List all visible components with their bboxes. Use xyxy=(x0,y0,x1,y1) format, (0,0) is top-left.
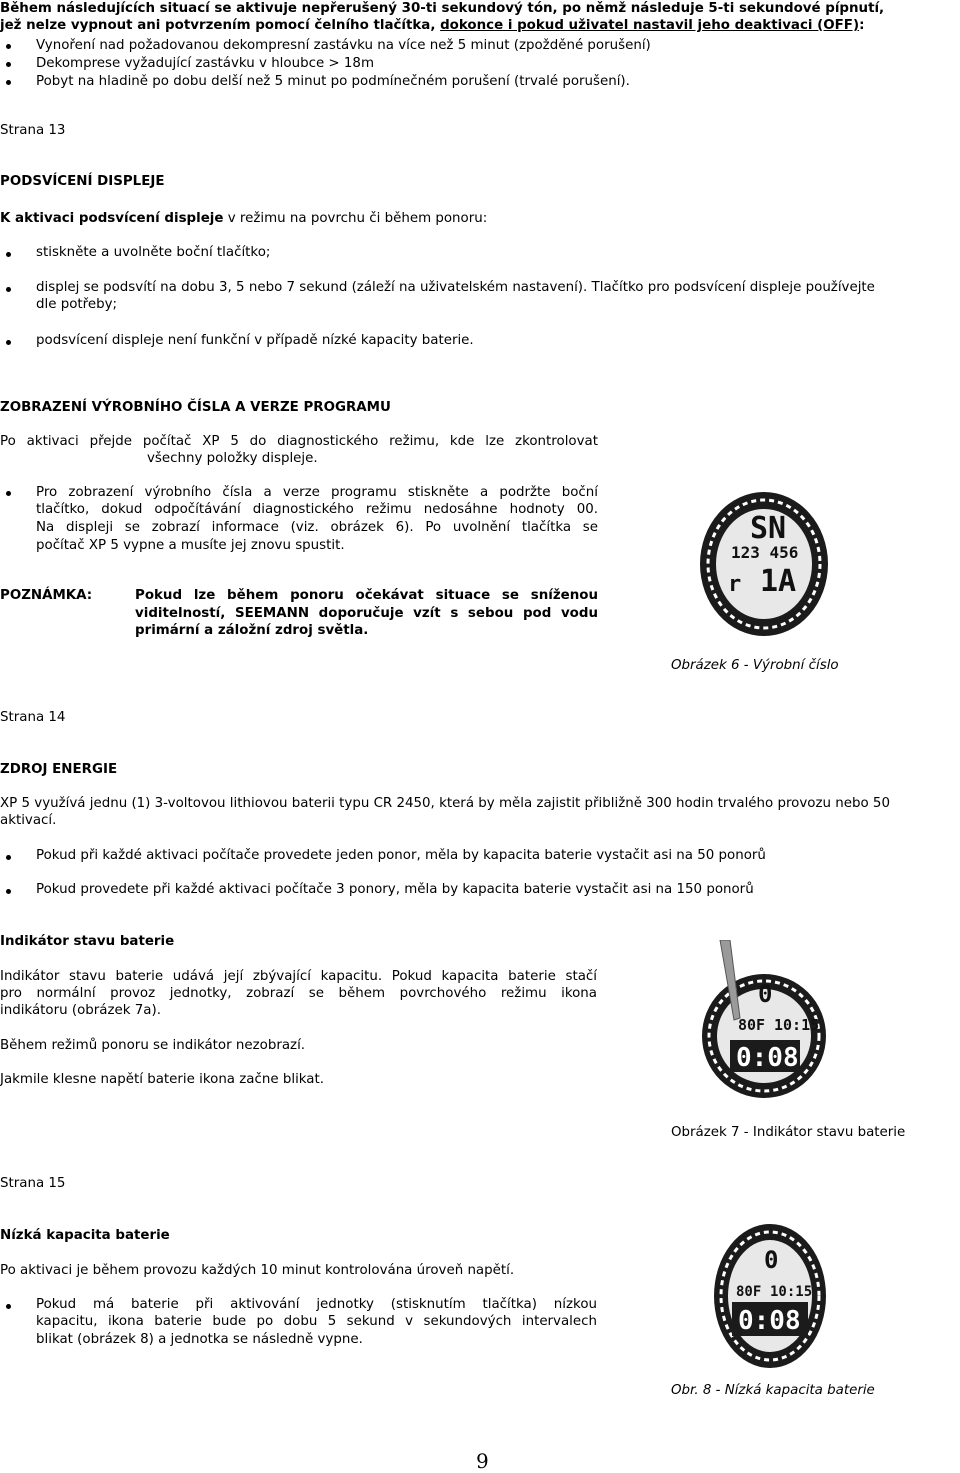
fig7-bottom-text: 0:08 xyxy=(736,1043,799,1073)
page-label-14: Strana 14 xyxy=(0,710,66,725)
backlight-bullet-3: podsvícení displeje není funkční v případě nízké kapacity baterie. xyxy=(36,333,474,348)
serial-para-line-1: Po aktivaci přejde počítač XP 5 do diagnostického režimu, kde lze zkontrolovat xyxy=(0,434,598,449)
backlight-intro xyxy=(0,210,487,227)
backlight-bullet-2-line-2: dle potřeby; xyxy=(36,297,118,312)
intro-line-2-a: jež nelze vypnout ani potvrzením pomocí čelního tlačítka, xyxy=(0,18,441,33)
bullet-marker xyxy=(6,889,11,894)
fig7-mid-left-text: 80F xyxy=(738,1016,766,1034)
low-battery-bullet-line-3: blikat (obrázek 8) a jednotka se následně vypne. xyxy=(36,1332,363,1347)
indicator-para-2: Během režimů ponoru se indikátor nezobrazí. xyxy=(0,1038,306,1053)
fig6-left-text: r xyxy=(728,572,742,597)
heading-power: ZDROJ ENERGIE xyxy=(0,762,118,777)
fig6-top-text: SN xyxy=(750,511,787,546)
low-battery-bullet-line-2: kapacitu, ikona baterie bude po dobu 5 sekund v sekundových intervalech xyxy=(36,1314,597,1329)
heading-backlight: PODSVÍCENÍ DISPLEJE xyxy=(0,174,165,189)
intro-line-2-c: : xyxy=(859,18,865,33)
bullet-marker xyxy=(6,855,11,860)
backlight-bullet-2-line-1: displej se podsvítí na dobu 3, 5 nebo 7 sekund (záleží na uživatelském nastavení). Tlačítko pro podsvícení displeje používejte xyxy=(36,280,875,295)
fig6-mid-text: 123 456 xyxy=(731,543,799,562)
bullet-marker xyxy=(6,62,11,67)
figure-8-caption: Obr. 8 - Nízká kapacita baterie xyxy=(671,1383,875,1398)
top-bullet-2: Dekomprese vyžadující zastávku v hloubce > 18m xyxy=(36,56,374,71)
fig7-mid-right-text: 10:15 xyxy=(774,1016,820,1034)
indicator-para-line-3: indikátoru (obrázek 7a). xyxy=(0,1003,161,1018)
page-label-13: Strana 13 xyxy=(0,123,66,138)
bullet-marker xyxy=(6,252,11,257)
intro-line-1: Během následujících situací se aktivuje nepřerušený 30-ti sekundový tón, po němž následuje 5-ti sekundové pípnutí, xyxy=(0,1,885,16)
note-line-1: Pokud lze během ponoru očekávat situace se sníženou xyxy=(135,588,598,603)
page-number: 9 xyxy=(476,1449,489,1473)
indicator-para-3: Jakmile klesne napětí baterie ikona začne blikat. xyxy=(0,1072,325,1087)
power-para-line-1: XP 5 využívá jednu (1) 3-voltovou lithiovou baterii typu CR 2450, která by měla zajistit přibližně 300 hodin trvalého provozu nebo 50 xyxy=(0,796,890,811)
fig6-bottom-text: 1A xyxy=(760,564,797,599)
note-line-2: viditelností, SEEMANN doporučuje vzít s sebou pod vodu xyxy=(135,606,598,621)
figure-6-dive-computer xyxy=(698,488,834,640)
fig8-bottom-text: 0:08 xyxy=(738,1306,801,1336)
bullet-marker xyxy=(6,491,11,496)
figure-7-caption: Obrázek 7 - Indikátor stavu baterie xyxy=(671,1125,906,1140)
heading-serial-number: ZOBRAZENÍ VÝROBNÍHO ČÍSLA A VERZE PROGRAMU xyxy=(0,400,391,415)
figure-7-dive-computer xyxy=(700,940,830,1100)
serial-para-line-2: všechny položky displeje. xyxy=(147,451,318,466)
fig7-top-text: 0 xyxy=(758,980,773,1008)
page-label-15: Strana 15 xyxy=(0,1176,66,1191)
fig8-mid-right-text: 10:15 xyxy=(770,1284,813,1300)
bullet-marker xyxy=(6,44,11,49)
power-para-line-2: aktivací. xyxy=(0,813,57,828)
note-label: POZNÁMKA: xyxy=(0,588,93,603)
backlight-bullet-1: stiskněte a uvolněte boční tlačítko; xyxy=(36,245,271,260)
intro-line-2 xyxy=(0,17,864,34)
heading-low-battery: Nízká kapacita baterie xyxy=(0,1228,170,1243)
power-bullet-1: Pokud při každé aktivaci počítače provedete jeden ponor, měla by kapacita baterie vystačit asi na 50 ponorů xyxy=(36,848,766,863)
figure-6-caption: Obrázek 6 - Výrobní číslo xyxy=(671,658,839,673)
low-battery-para: Po aktivaci je během provozu každých 10 minut kontrolována úroveň napětí. xyxy=(0,1263,515,1278)
fig8-mid-left-text: 80F xyxy=(736,1284,762,1300)
fig8-top-text: 0 xyxy=(764,1246,779,1274)
low-battery-bullet-line-1: Pokud má baterie při aktivování jednotky (stisknutím tlačítka) nízkou xyxy=(36,1297,597,1312)
backlight-intro-rest: v režimu na povrchu či během ponoru: xyxy=(223,211,488,226)
intro-line-2-underlined: dokonce i pokud uživatel nastavil jeho deaktivaci (OFF) xyxy=(440,18,860,33)
note-line-3: primární a záložní zdroj světla. xyxy=(135,623,369,638)
backlight-intro-bold: K aktivaci podsvícení displeje xyxy=(0,211,224,226)
serial-bullet-line-3: Na displeji se zobrazí informace (viz. obrázek 6). Po uvolnění tlačítka se xyxy=(36,520,598,535)
figure-8-dive-computer xyxy=(712,1222,828,1370)
indicator-para-line-2: pro normální provoz jednotky, zobrazí se během povrchového režimu ikona xyxy=(0,986,597,1001)
bullet-marker xyxy=(6,80,11,85)
serial-bullet-line-2: tlačítko, dokud odpočítávání diagnostického režimu nedosáhne hodnoty 00. xyxy=(36,502,598,517)
serial-bullet-line-1: Pro zobrazení výrobního čísla a verze programu stiskněte a podržte boční xyxy=(36,485,598,500)
subheading-battery-indicator: Indikátor stavu baterie xyxy=(0,934,175,949)
indicator-para-line-1: Indikátor stavu baterie udává její zbývající kapacitu. Pokud kapacita baterie stačí xyxy=(0,969,597,984)
power-bullet-2: Pokud provedete při každé aktivaci počítače 3 ponory, měla by kapacita baterie vystačit asi na 150 ponorů xyxy=(36,882,754,897)
top-bullet-3: Pobyt na hladině po dobu delší než 5 minut po podmínečném porušení (trvalé porušení). xyxy=(36,74,630,89)
serial-bullet-line-4: počítač XP 5 vypne a musíte jej znovu spustit. xyxy=(36,538,345,553)
top-bullet-1: Vynoření nad požadovanou dekompresní zastávku na více než 5 minut (zpožděné porušení) xyxy=(36,38,651,53)
bullet-marker xyxy=(6,287,11,292)
bullet-marker xyxy=(6,1304,11,1309)
bullet-marker xyxy=(6,340,11,345)
